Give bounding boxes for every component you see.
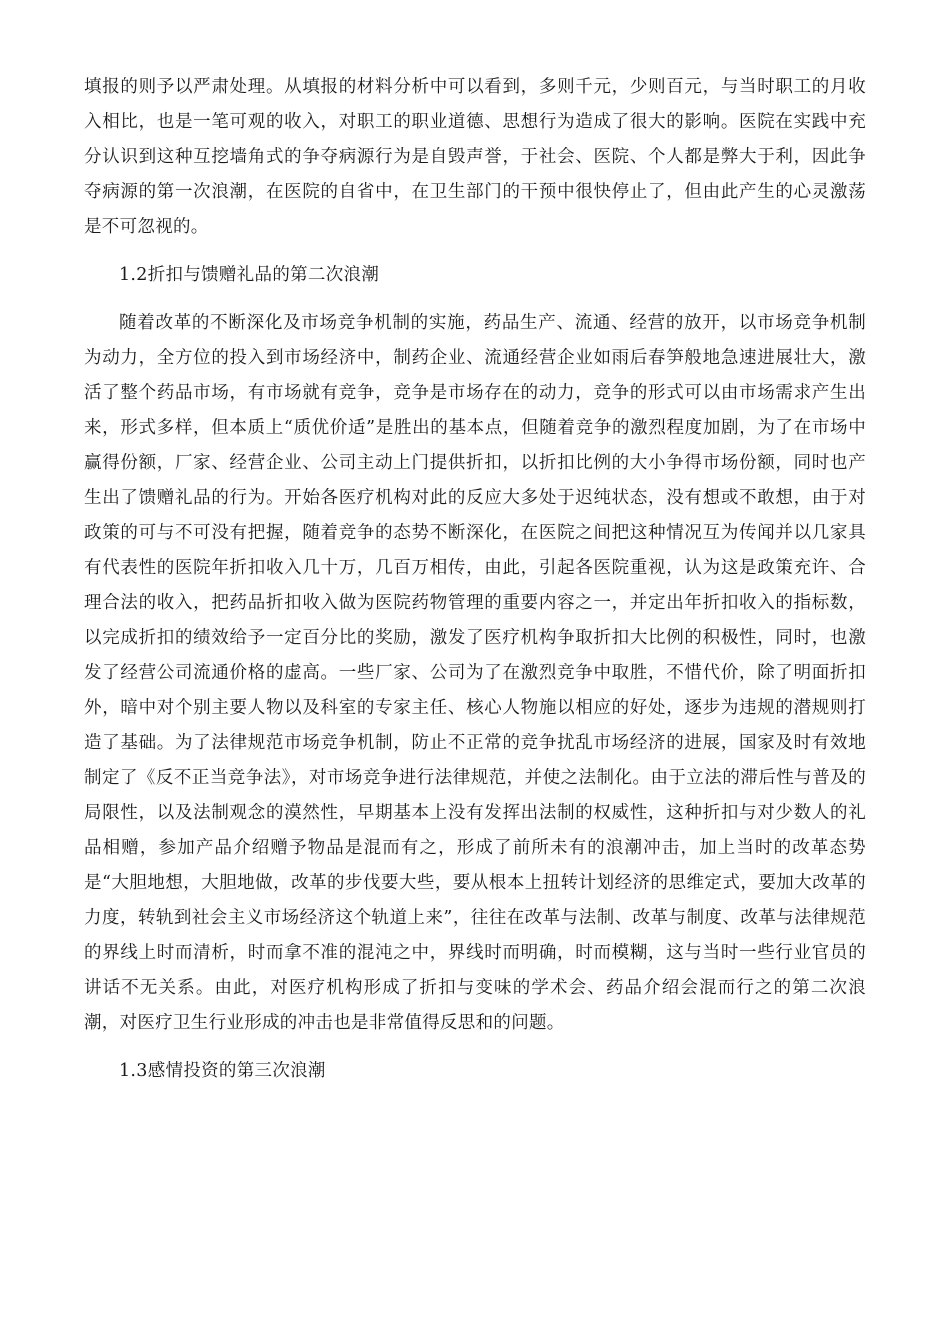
paragraph-continuation: 填报的则予以严肃处理。从填报的材料分析中可以看到，多则千元，少则百元，与当时职工的月收入相比，也是一笔可观的收入，对职工的职业道德、思想行为造成了很大的影响。医院在实践中充分认识到这种互挖墙角式的争夺病源行为是自毁声誉，于社会、医院、个人都是弊大于利，因此争夺病源的第一次浪潮，在医院的自省中，在卫生部门的干预中很快停止了，但由此产生的心灵激荡是不可忽视的。 [84,77,866,237]
section-heading-1-2: 1.2折扣与馈赠礼品的第二次浪潮 [119,265,380,285]
section-heading-1-3: 1.3感情投资的第三次浪潮 [119,1061,326,1081]
paragraph-second-wave: 随着改革的不断深化及市场竞争机制的实施，药品生产、流通、经营的放开，以市场竞争机制为动力，全方位的投入到市场经济中，制药企业、流通经营企业如雨后春笋般地急速进展壮大，激活了整个药品市场，有市场就有竞争，竞争是市场存在的动力，竞争的形式可以由市场需求产生出来，形式多样，但本质上“质优价适”是胜出的基本点，但随着竞争的激烈程度加剧，为了在市场中赢得份额，厂家、经营企业、公司主动上门提供折扣，以折扣比例的大小争得市场份额，同时也产生出了馈赠礼品的行为。开始各医疗机构对此的反应大多处于迟纯状态，没有想或不敢想，由于对政策的可与不可没有把握，随着竞争的态势不断深化，在医院之间把这种情况互为传闻并以几家具有代表性的医院年折扣收入几十万，几百万相传，由此，引起各医院重视，认为这是政策充许、合理合法的收入，把药品折扣收入做为医院药物管理的重要内容之一，并定出年折扣收入的指标数，以完成折扣的绩效给予一定百分比的奖励，激发了医疗机构争取折扣大比例的积极性，同时，也激发了经营公司流通价格的虚高。一些厂家、公司为了在激烈竞争中取胜，不惜代价，除了明面折扣外，暗中对个别主要人物以及科室的专家主任、核心人物施以相应的好处，逐步为违规的潜规则打造了基础。为了法律规范市场竞争机制，防止不正常的竞争扰乱市场经济的进展，国家及时有效地制定了《反不正当竞争法》，对市场竞争进行法律规范，并使之法制化。由于立法的滞后性与普及的局限性，以及法制观念的漠然性，早期基本上没有发挥出法制的权威性，这种折扣与对少数人的礼品相赠，参加产品介绍赠予物品是混而有之，形成了前所未有的浪潮冲击，加上当时的改革态势是“大胆地想，大胆地做，改革的步伐要大些，要从根本上扭转计划经济的思维定式，要加大改革的力度，转轨到社会主义市场经济这个轨道上来”，往往在改革与法制、改革与制度、改革与法律规范的界线上时而清析，时而拿不准的混沌之中，界线时而明确，时而模糊，这与当时一些行业官员的讲话不无关系。由此，对医疗机构形成了折扣与变味的学术会、药品介绍会混而行之的第二次浪潮，对医疗卫生行业形成的冲击也是非常值得反思和的问题。 [84,313,866,1033]
